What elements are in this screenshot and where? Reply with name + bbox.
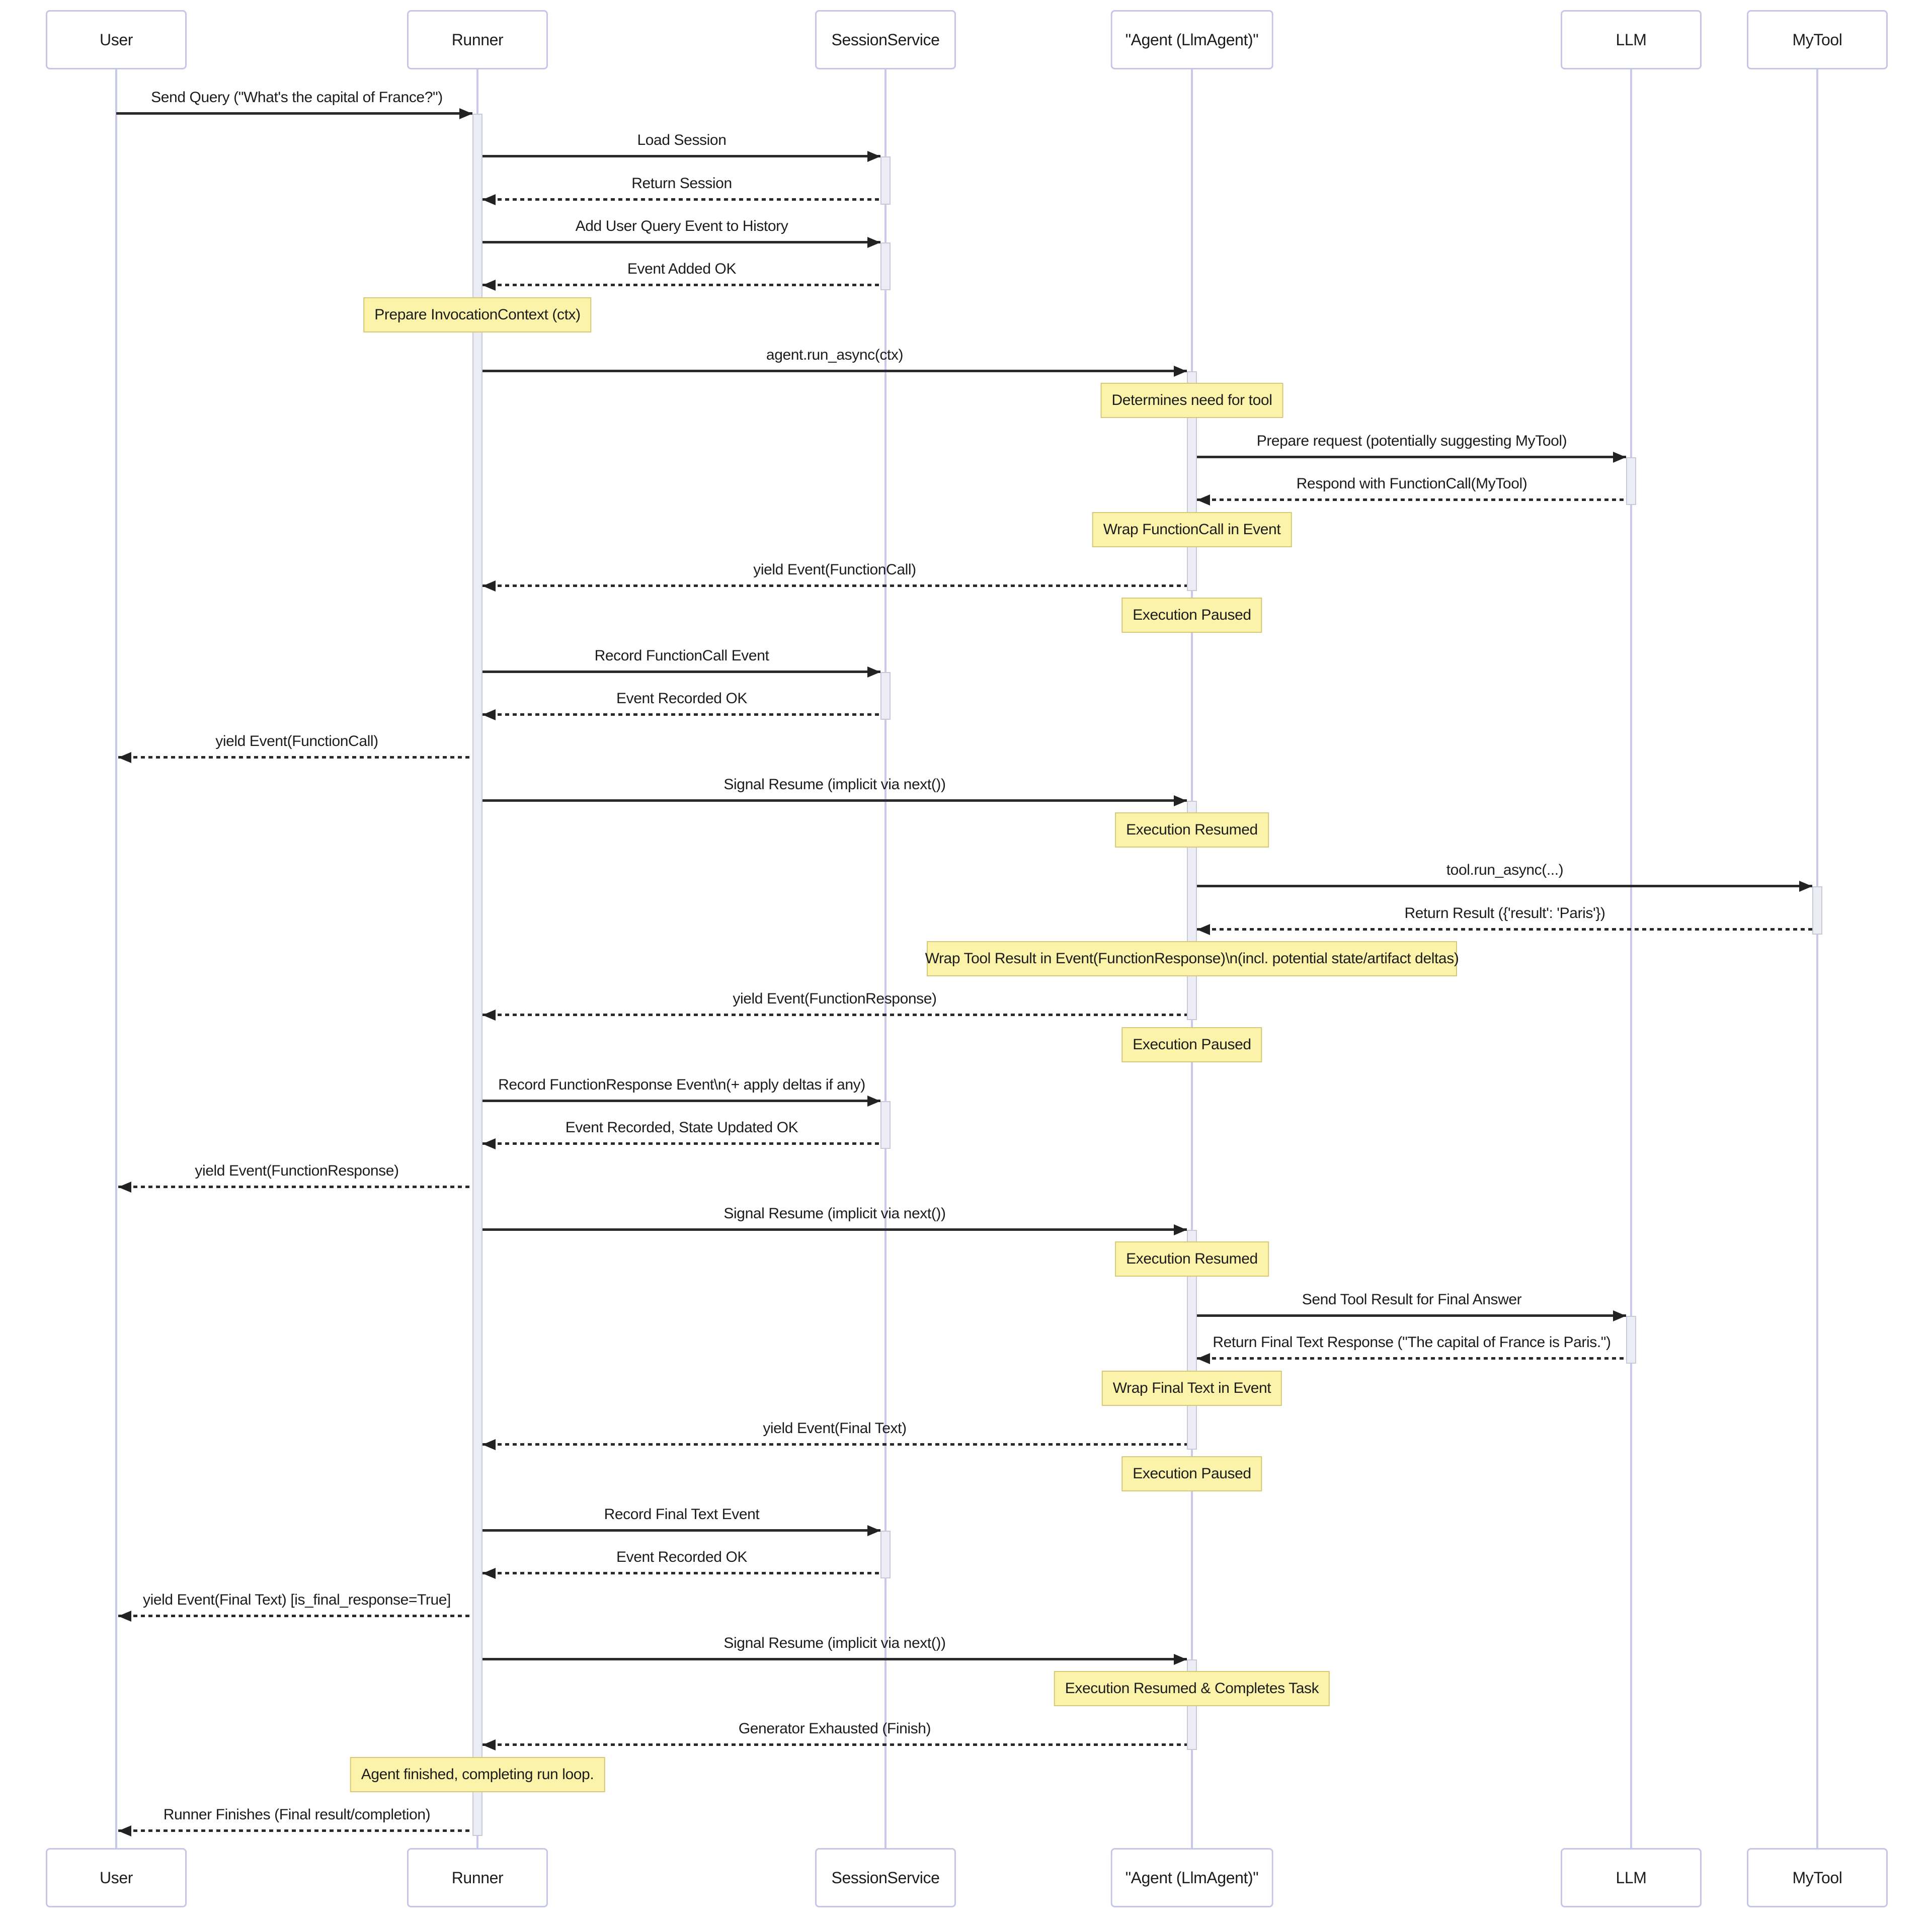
note-text: Execution Resumed (1126, 821, 1258, 838)
note (1054, 1671, 1330, 1706)
message-arrow (482, 370, 1187, 372)
message-label: yield Event(Final Text) (763, 1420, 907, 1437)
message-label: Signal Resume (implicit via next()) (723, 776, 946, 793)
note (927, 941, 1457, 976)
participant-label: LLM (1616, 30, 1647, 49)
arrowhead (118, 1182, 131, 1193)
arrowhead (118, 1825, 131, 1836)
message-label: yield Event(FunctionCall) (215, 733, 378, 749)
message-arrow (482, 1572, 880, 1574)
note-text: Execution Paused (1133, 607, 1251, 623)
participant-label: MyTool (1792, 1868, 1842, 1887)
arrowhead (482, 1568, 496, 1579)
participant-box-user-bottom (46, 1848, 187, 1907)
arrowhead (1799, 881, 1812, 892)
arrowhead (482, 1010, 496, 1021)
message-label: Send Tool Result for Final Answer (1302, 1291, 1522, 1308)
message-label: Return Result ({'result': 'Paris'}) (1404, 905, 1605, 922)
arrowhead (482, 1439, 496, 1450)
note-text: Agent finished, completing run loop. (361, 1766, 594, 1783)
message-label: Record FunctionCall Event (594, 647, 769, 664)
message-arrow (482, 1443, 1187, 1446)
message-label: yield Event(FunctionCall) (753, 561, 916, 578)
arrowhead (867, 666, 880, 678)
arrowhead (482, 1138, 496, 1149)
arrowhead (867, 151, 880, 162)
note-text: Prepare InvocationContext (ctx) (374, 306, 581, 323)
arrowhead (482, 580, 496, 592)
arrowhead (459, 108, 472, 119)
message-label: Return Final Text Response ("The capital of France is Paris.") (1213, 1334, 1611, 1351)
message-arrow (1197, 498, 1626, 501)
message-arrow (482, 155, 880, 157)
message-arrow (482, 799, 1187, 802)
message-label: agent.run_async(ctx) (766, 347, 904, 363)
participant-label: LLM (1616, 1868, 1647, 1887)
message-arrow (1197, 1314, 1626, 1317)
arrowhead (482, 709, 496, 720)
participant-label: User (100, 30, 133, 49)
participant-box-session-bottom (815, 1848, 956, 1907)
participant-label: User (100, 1868, 133, 1887)
note (1121, 1456, 1262, 1491)
message-arrow (482, 198, 880, 201)
message-arrow (482, 1142, 880, 1145)
arrowhead (1197, 1353, 1210, 1364)
message-arrow (482, 713, 880, 716)
note (1101, 383, 1283, 418)
activation-bar-runner (472, 114, 482, 1836)
message-label: Signal Resume (implicit via next()) (723, 1635, 946, 1651)
note-text: Determines need for tool (1111, 392, 1272, 408)
message-label: tool.run_async(...) (1446, 862, 1564, 878)
participant-box-llm-top (1561, 10, 1702, 69)
lifeline-mytool (1816, 69, 1818, 1848)
note-text: Wrap Final Text in Event (1112, 1380, 1271, 1396)
arrowhead (1174, 1654, 1187, 1665)
participant-box-user-top (46, 10, 187, 69)
message-arrow (482, 1658, 1187, 1660)
participant-box-agent-top (1111, 10, 1273, 69)
message-label: yield Event(FunctionResponse) (733, 990, 937, 1007)
message-arrow (1197, 1357, 1626, 1360)
message-label: Generator Exhausted (Finish) (738, 1720, 931, 1737)
message-arrow (118, 1615, 472, 1617)
note-text: Wrap Tool Result in Event(FunctionResponse)\n(incl. potential state/artifact deltas) (925, 950, 1459, 967)
arrowhead (482, 280, 496, 291)
participant-label: SessionService (831, 1868, 940, 1887)
participant-box-agent-bottom (1111, 1848, 1273, 1907)
note-text: Execution Resumed (1126, 1250, 1258, 1267)
message-arrow (118, 756, 472, 759)
message-label: Add User Query Event to History (575, 218, 788, 234)
arrowhead (867, 1525, 880, 1536)
message-arrow (482, 1529, 880, 1532)
message-arrow (116, 112, 472, 115)
message-label: Record FunctionResponse Event\n(+ apply deltas if any) (498, 1076, 865, 1093)
message-arrow (482, 1100, 880, 1102)
note (1102, 1371, 1282, 1406)
lifeline-llm (1630, 69, 1632, 1848)
participant-box-session-top (815, 10, 956, 69)
message-label: Event Added OK (627, 261, 737, 277)
note (363, 297, 591, 332)
message-label: Prepare request (potentially suggesting MyTool) (1256, 433, 1567, 449)
note (1115, 1241, 1269, 1277)
message-arrow (1197, 456, 1626, 458)
message-label: Event Recorded OK (616, 690, 747, 707)
message-label: Respond with FunctionCall(MyTool) (1296, 475, 1527, 492)
message-arrow (482, 584, 1187, 587)
participant-label: SessionService (831, 30, 940, 49)
note (1121, 1027, 1262, 1062)
message-arrow (482, 1743, 1187, 1746)
message-label: Event Recorded OK (616, 1549, 747, 1565)
arrowhead (1613, 452, 1626, 463)
note (1115, 812, 1269, 848)
note (350, 1757, 605, 1792)
participant-label: Runner (451, 30, 504, 49)
message-label: yield Event(Final Text) [is_final_response=True] (143, 1592, 451, 1608)
participant-label: Runner (451, 1868, 504, 1887)
arrowhead (118, 1611, 131, 1622)
message-arrow (482, 671, 880, 673)
note-text: Execution Paused (1133, 1465, 1251, 1482)
message-arrow (1197, 885, 1812, 887)
message-label: Event Recorded, State Updated OK (565, 1119, 798, 1136)
arrowhead (867, 1096, 880, 1107)
arrowhead (482, 194, 496, 205)
arrowhead (1174, 795, 1187, 806)
note-text: Wrap FunctionCall in Event (1103, 521, 1281, 538)
arrowhead (1174, 366, 1187, 377)
arrowhead (1174, 1224, 1187, 1235)
lifeline-user (115, 69, 117, 1848)
participant-label: "Agent (LlmAgent)" (1125, 1868, 1259, 1887)
note (1121, 598, 1262, 633)
message-label: Record Final Text Event (604, 1506, 760, 1523)
participant-label: MyTool (1792, 30, 1842, 49)
message-arrow (118, 1186, 472, 1188)
message-arrow (482, 1228, 1187, 1231)
note (1092, 512, 1292, 547)
participant-box-mytool-bottom (1747, 1848, 1888, 1907)
message-label: Signal Resume (implicit via next()) (723, 1205, 946, 1222)
note-text: Execution Resumed & Completes Task (1065, 1680, 1319, 1697)
arrowhead (118, 752, 131, 763)
arrowhead (867, 237, 880, 248)
message-label: Runner Finishes (Final result/completion) (163, 1806, 431, 1823)
participant-box-runner-top (407, 10, 548, 69)
message-arrow (482, 1014, 1187, 1016)
participant-label: "Agent (LlmAgent)" (1125, 30, 1259, 49)
message-label: Load Session (637, 132, 727, 148)
arrowhead (482, 1739, 496, 1750)
lifeline-session (884, 69, 887, 1848)
message-label: Send Query ("What's the capital of France?") (151, 89, 443, 106)
message-arrow (482, 241, 880, 243)
note-text: Execution Paused (1133, 1036, 1251, 1053)
arrowhead (1613, 1310, 1626, 1321)
participant-box-runner-bottom (407, 1848, 548, 1907)
participant-box-llm-bottom (1561, 1848, 1702, 1907)
message-arrow (118, 1829, 472, 1832)
arrowhead (1197, 924, 1210, 935)
message-label: yield Event(FunctionResponse) (195, 1162, 399, 1179)
participant-box-mytool-top (1747, 10, 1888, 69)
arrowhead (1197, 494, 1210, 506)
message-arrow (1197, 928, 1812, 931)
message-label: Return Session (631, 175, 732, 192)
message-arrow (482, 284, 880, 286)
